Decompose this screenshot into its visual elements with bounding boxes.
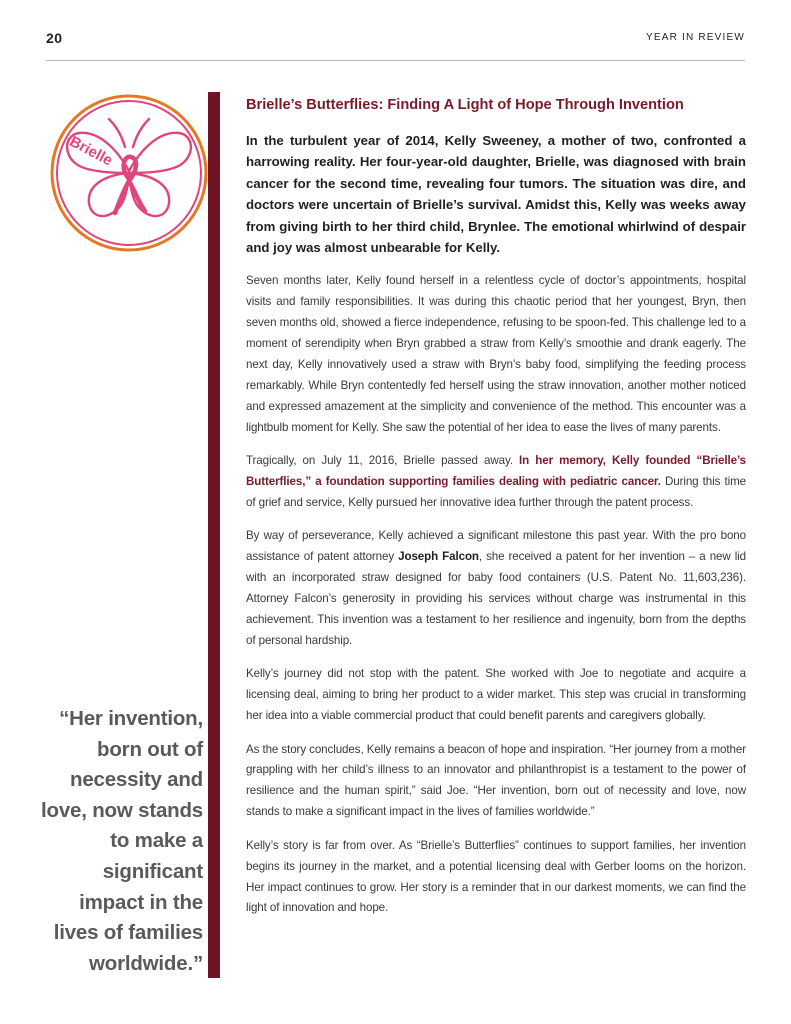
- butterfly-ribbon-icon: [49, 93, 209, 253]
- body-paragraph-2: [246, 451, 746, 514]
- brielles-butterflies-logo: [49, 93, 209, 253]
- page-number: 20: [46, 30, 63, 46]
- body-paragraph-5: As the story concludes, Kelly remains a beacon of hope and inspiration. “Her journey from a mother grappling with her child’s illness to an innovator and philanthropist is a testament to the power of resilience and the human spirit,” said Joe. “Her invention, born out of necessity and love, now stands to make a significant impact in the lives of families worldwide.”: [246, 742, 746, 819]
- body-paragraph-3: [246, 526, 746, 651]
- article-title: Brielle’s Butterflies: Finding A Light of Hope Through Invention: [246, 97, 684, 113]
- accent-bar: [208, 92, 220, 978]
- body-paragraph-1: Seven months later, Kelly found herself in a relentless cycle of doctor’s appointments, hospital visits and family responsibilities. It was during this chaotic period that her youngest, Bryn, then seven months old, showed a fierce independence, refusing to be spoon-fed. This challenge led to a moment of serendipity when Bryn grabbed a straw from Kelly’s smoothie and drank eagerly. The next day, Kelly innovatively used a straw with Bryn’s baby food, simplifying the feeding process remarkably. While Bryn contentedly fed herself using the straw innovation, another mother noticed and expressed amazement at the simplicity and convenience of the method. This encounter was a lightbulb moment for Kelly. She saw the potential of her idea to ease the lives of many parents.: [246, 274, 746, 434]
- foundation-highlight: In her memory, Kelly founded “Brielle’s Butterflies,” a foundation supporting families dealing with pediatric cancer.: [246, 454, 746, 489]
- lead-paragraph: In the turbulent year of 2014, Kelly Sweeney, a mother of two, confronted a harrowing reality. Her four-year-old daughter, Brielle, was diagnosed with brain cancer for the second time, revealing four tumors. The situation was dire, and doctors were uncertain of Brielle’s survival. Amidst this, Kelly was weeks away from giving birth to her third child, Brynlee. The emotional whirlwind of despair and joy was almost unbearable for Kelly.: [246, 133, 746, 256]
- paragraph-text: , she received a patent for her invention – a new lid with an incorporated straw designed for baby food containers (U.S. Patent No. 11,603,236). Attorney Falcon’s generosity in providing his services without charge was instrumental in this achievement. This invention was a testament to her resilience and ingenuity, born from the depths of personal hardship.: [246, 550, 746, 647]
- paragraph-text: By way of perseverance, Kelly achieved a significant milestone this past year. With the pro bono assistance of patent attorney: [246, 529, 746, 564]
- attorney-name: Joseph Falcon: [398, 550, 479, 564]
- article: [246, 94, 746, 932]
- paragraph-text: During this time of grief and service, Kelly pursued her innovative idea further through the patent process.: [246, 475, 746, 509]
- running-head: YEAR IN REVIEW: [645, 32, 745, 43]
- pull-quote: “Her invention, born out of necessity and love, now stands to make a significant impact in the lives of families worldwide.”: [41, 707, 203, 975]
- body-paragraph-4: Kelly’s journey did not stop with the patent. She worked with Joe to negotiate and acquire a licensing deal, aiming to bring her product to a wider market. This step was crucial in transforming her idea into a viable commercial product that could benefit parents and caregivers globally.: [246, 667, 746, 723]
- paragraph-text: Tragically, on July 11, 2016, Brielle passed away.: [246, 454, 520, 468]
- body-paragraph-6: Kelly’s story is far from over. As “Brielle’s Butterflies” continues to support families, her invention begins its journey in the market, and a potential licensing deal with Gerber looms on the horizon. Her impact continues to grow. Her story is a reminder that in our darkest moments, we can find the light of innovation and hope.: [246, 838, 746, 915]
- logo-wordmark: Brielle: [66, 132, 116, 170]
- header-rule: [46, 60, 745, 61]
